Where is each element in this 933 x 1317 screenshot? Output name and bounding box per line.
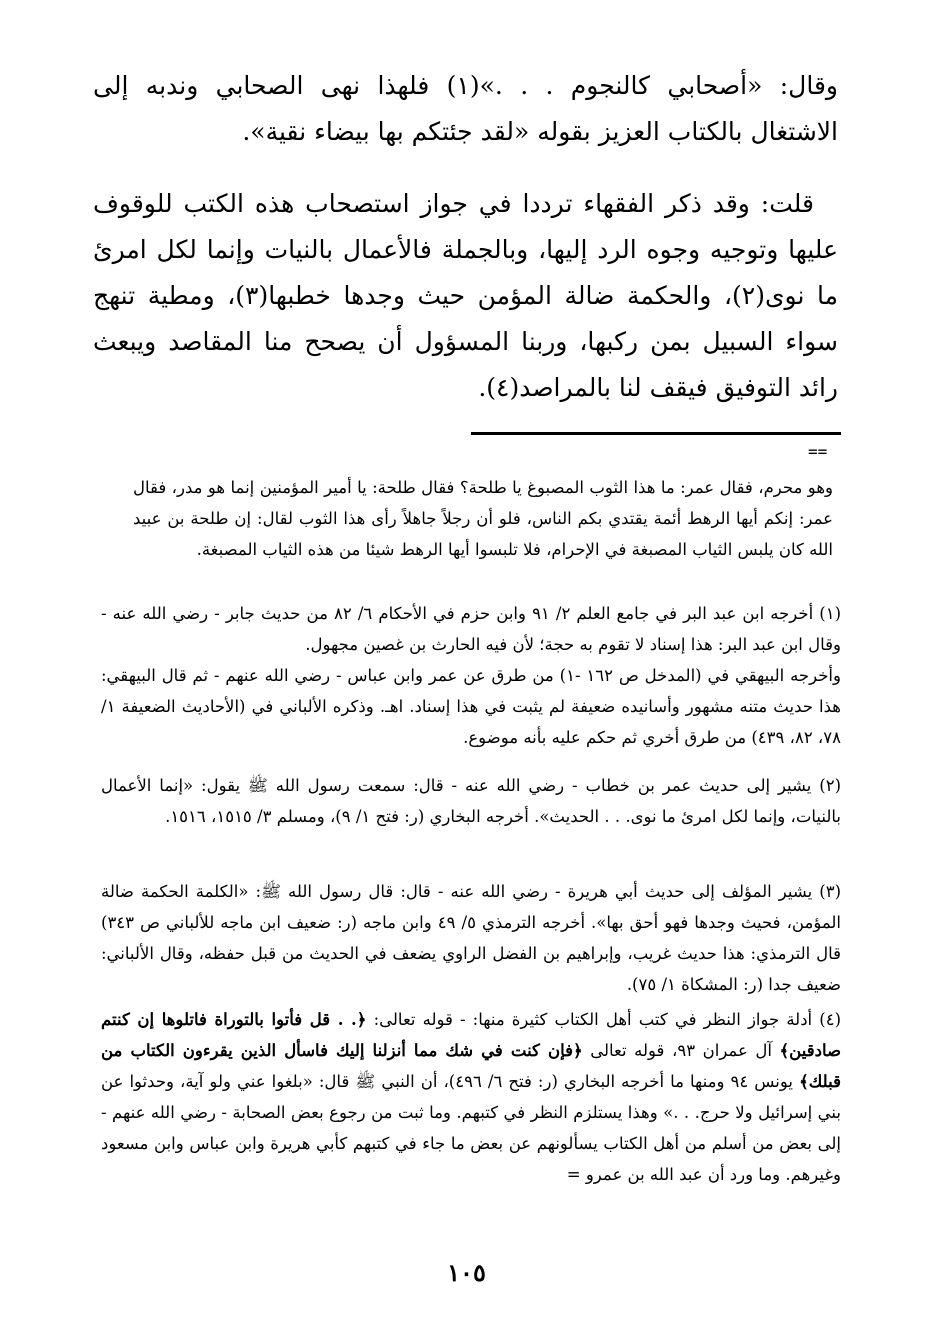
footnote-4-quran-quote-2: ﴿فإن كنت في شك مما أنزلنا إليك فاسأل الذين يقرءون الكتاب من قبلك﴾ xyxy=(101,1041,841,1091)
footnote-3-number: (٣) xyxy=(819,882,841,901)
footnote-continuation: وهو محرم، فقال عمر: ما هذا الثوب المصبوغ يا طلحة؟ فقال طلحة: يا أمير المؤمنين إنما هو مدر، فقال عمر: إنكم أيها الرهط أئمة يقتدي بكم الناس، فلو أن رجلاً جاهلاً رأى هذا الثوب لقال: إن طلحة بن عبيد الله كان يلبس الثياب المصبغة في الإحرام، فلا تلبسوا أيها الرهط شيئا من هذه الثياب المصبغة. xyxy=(133,478,833,559)
footnote-4-rest: يونس ٩٤ ومنها ما أخرجه البخاري (ر: فتح ٦/ ٤٩٦)، أن النبي ﷺ قال: «بلغوا عني ولو آية، وحدثوا عن بني إسرائيل ولا حرج. . .» وهذا يستلزم النظر في كتبهم. وما ثبت من رجوع بعض الصحابة - رضي الله عنهم - إلى بعض من أسلم من أهل الكتاب يسألونهم عن بعض ما جاء في كتبهم كأبي هريرة وابن عباس وابن مسعود وغيرهم. وما ورد أن عبد الله بن عمرو = xyxy=(101,1072,841,1184)
footnote-4-number: (٤) xyxy=(819,1010,841,1029)
footnote-separator xyxy=(471,432,841,435)
footnote-4 xyxy=(101,1004,841,1190)
footnote-1-number: (١) xyxy=(819,604,841,623)
footnote-2-number: (٢) xyxy=(819,776,841,795)
page-number: ١٠٥ xyxy=(447,1258,486,1287)
footnote-1-text-a: أخرجه ابن عبد البر في جامع العلم ٢/ ٩١ وابن حزم في الأحكام ٦/ ٨٢ من حديث جابر - رضي الله عنه - وقال ابن عبد البر: هذا إسناد لا تقوم به حجة؛ لأن فيه الحارث بن غصين مجهول. xyxy=(101,604,841,654)
main-paragraph-1: وقال: «أصحابي كالنجوم . . .»(١) فلهذا نهى الصحابي وندبه إلى الاشتغال بالكتاب العزيز بقوله «لقد جئتكم بها بيضاء نقية». xyxy=(93,71,838,146)
footnote-4-reference-1: آل عمران ٩٣، قوله تعالى xyxy=(590,1041,772,1060)
footnote-4-intro: أدلة جواز النظر في كتب أهل الكتاب كثيرة منها: - قوله تعالى: xyxy=(373,1010,813,1029)
footnote-3 xyxy=(101,876,841,1000)
footnote-continuation-mark: == xyxy=(808,442,828,461)
footnote-2-text: يشير إلى حديث عمر بن خطاب - رضي الله عنه - قال: سمعت رسول الله ﷺ يقول: «إنما الأعمال بالنيات، وإنما لكل امرئ ما نوى. . . الحديث». أخرجه البخاري (ر: فتح ١/ ٩)، ومسلم ٣/ ١٥١٥، ١٥١٦. xyxy=(101,776,841,826)
footnote-3-text: يشير المؤلف إلى حديث أبي هريرة - رضي الله عنه - قال: قال رسول الله ﷺ: «الكلمة الحكمة ضالة المؤمن، فحيث وجدها فهو أحق بها». أخرجه الترمذي ٥/ ٤٩ وابن ماجه (ر: ضعيف ابن ماجه للألباني ص ٣٤٣) قال الترمذي: هذا حديث غريب، وإبراهيم بن الفضل الراوي يضعف في الحديث من قبل حفظه، وقال الألباني: ضعيف جدا (ر: المشكاة ١/ ٧٥). xyxy=(101,882,841,994)
footnote-1 xyxy=(101,598,841,753)
footnote-4-quran-quote-1: ﴿. . قل فأتوا بالتوراة فاتلوها إن كنتم صادقين﴾ xyxy=(101,1010,841,1060)
footnote-1-text-b: وأخرجه البيهقي في (المدخل ص ١٦٢ -١) من طرق عن عمر وابن عباس - رضي الله عنهم - ثم قال البيهقي: هذا حديث متنه مشهور وأسانيده ضعيفة لم يثبت في هذا إسناد. اهـ. وذكره الألباني في (الأحاديث الضعيفة ١/ ٧٨، ٨٢، ٤٣٩) من طرق أخري ثم حكم عليه بأنه موضوع. xyxy=(101,666,841,747)
main-paragraph-2: قلت: وقد ذكر الفقهاء ترددا في جواز استصحاب هذه الكتب للوقوف عليها وتوجيه وجوه الرد إليها، وبالجملة فالأعمال بالنيات وإنما لكل امرئ ما نوى(٢)، والحكمة ضالة المؤمن حيث وجدها خطبها(٣)، ومطية تنهج سواء السبيل بمن ركبها، وربنا المسؤول أن يصحح منا المقاصد ويبعث رائد التوفيق فيقف لنا بالمراصد(٤). xyxy=(93,189,838,402)
footnote-2 xyxy=(101,770,841,832)
